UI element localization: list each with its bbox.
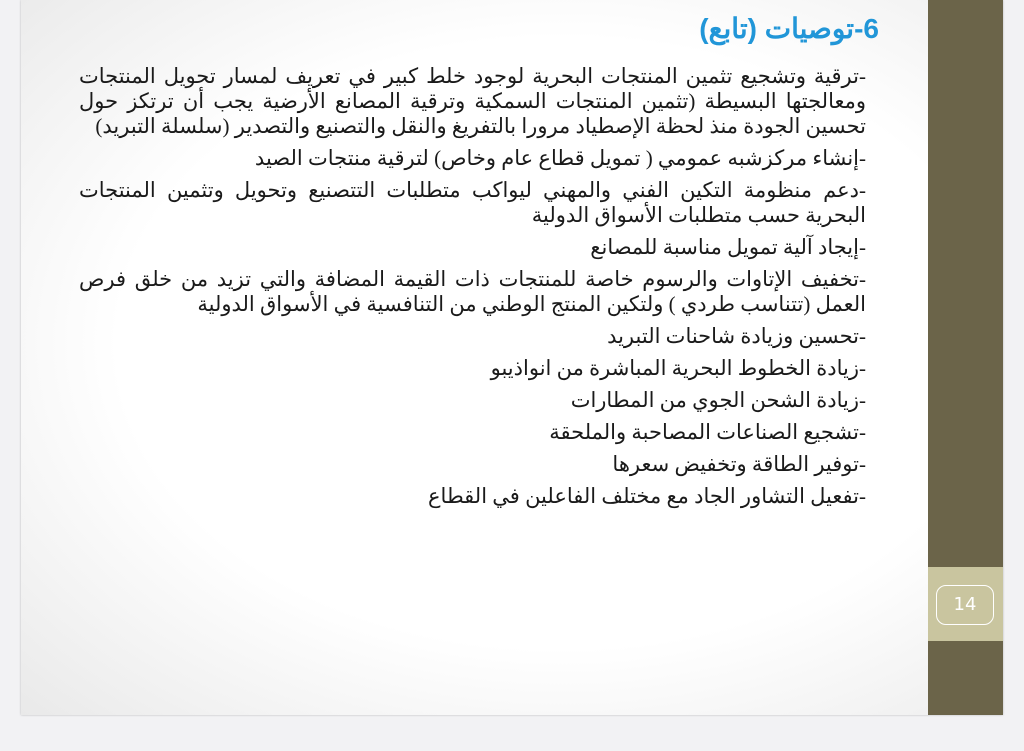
list-item: -تخفيف الإتاوات والرسوم خاصة للمنتجات ذات القيمة المضافة والتي تزيد من خلق فرص العمل (تتناسب طردي ) ولتكين المنتج الوطني من التنافسية في الأسواق الدولية <box>79 267 866 316</box>
list-item: -دعم منظومة التكين الفني والمهني ليواكب متطلبات التتصنيع وتحويل وتثمين المنتجات البحرية حسب متطلبات الأسواق الدولية <box>79 178 866 227</box>
list-item-text: توفير الطاقة وتخفيض سعرها <box>612 452 859 476</box>
list-item: -تفعيل التشاور الجاد مع مختلف الفاعلين في القطاع <box>428 484 866 508</box>
list-item-text: تحسين وزيادة شاحنات التبريد <box>607 324 859 348</box>
list-item-text: تشجيع الصناعات المصاحبة والملحقة <box>549 420 859 444</box>
list-item-text: إنشاء مركزشبه عمومي ( تمويل قطاع عام وخاص) لترقية منتجات الصيد <box>254 146 859 170</box>
list-item: -ترقية وتشجيع تثمين المنتجات البحرية لوجود خلط كبير في تعريف لمسار تحويل المنتجات ومعالجتها البسيطة (تثمين المنتجات السمكية وترقية المصانع الأرضية يجب أن ترتكز حول تحسين الجودة منذ لحظة الإصطياد مرورا بالتفريغ والنقل والتصنيع والتصدير (سلسلة التبريد) <box>79 64 866 138</box>
list-item: -تشجيع الصناعات المصاحبة والملحقة <box>549 420 866 444</box>
list-item: -زيادة الشحن الجوي من المطارات <box>570 388 866 412</box>
list-item-text: زيادة الشحن الجوي من المطارات <box>570 388 859 412</box>
list-item-text: ترقية وتشجيع تثمين المنتجات البحرية لوجود خلط كبير في تعريف لمسار تحويل المنتجات ومعالجتها البسيطة (تثمين المنتجات السمكية وترقية المصانع الأرضية يجب أن ترتكز حول تحسين الجودة منذ لحظة الإصطياد مرورا بالتفريغ والنقل والتصنيع والتصدير (سلسلة التبريد) <box>79 64 866 138</box>
list-item: -توفير الطاقة وتخفيض سعرها <box>612 452 866 476</box>
list-item-text: تخفيف الإتاوات والرسوم خاصة للمنتجات ذات القيمة المضافة والتي تزيد من خلق فرص العمل (تتناسب طردي ) ولتكين المنتج الوطني من التنافسية في الأسواق الدولية <box>79 267 866 316</box>
list-item: -إنشاء مركزشبه عمومي ( تمويل قطاع عام وخاص) لترقية منتجات الصيد <box>254 146 866 170</box>
slide <box>21 0 1003 715</box>
recommendations-list <box>79 64 866 516</box>
list-item: -زيادة الخطوط البحرية المباشرة من انواذيبو <box>490 356 866 380</box>
list-item-text: إيجاد آلية تمويل مناسبة للمصانع <box>590 235 859 259</box>
list-item: -تحسين وزيادة شاحنات التبريد <box>607 324 866 348</box>
list-item-text: تفعيل التشاور الجاد مع مختلف الفاعلين في القطاع <box>428 484 859 508</box>
list-item: -إيجاد آلية تمويل مناسبة للمصانع <box>590 235 866 259</box>
slide-title: 6-توصيات (تابع) <box>699 13 879 44</box>
list-item-text: زيادة الخطوط البحرية المباشرة من انواذيبو <box>490 356 859 380</box>
list-item-text: دعم منظومة التكين الفني والمهني ليواكب متطلبات التتصنيع وتحويل وتثمين المنتجات البحرية حسب متطلبات الأسواق الدولية <box>79 178 866 227</box>
page-number: 14 <box>936 585 994 625</box>
